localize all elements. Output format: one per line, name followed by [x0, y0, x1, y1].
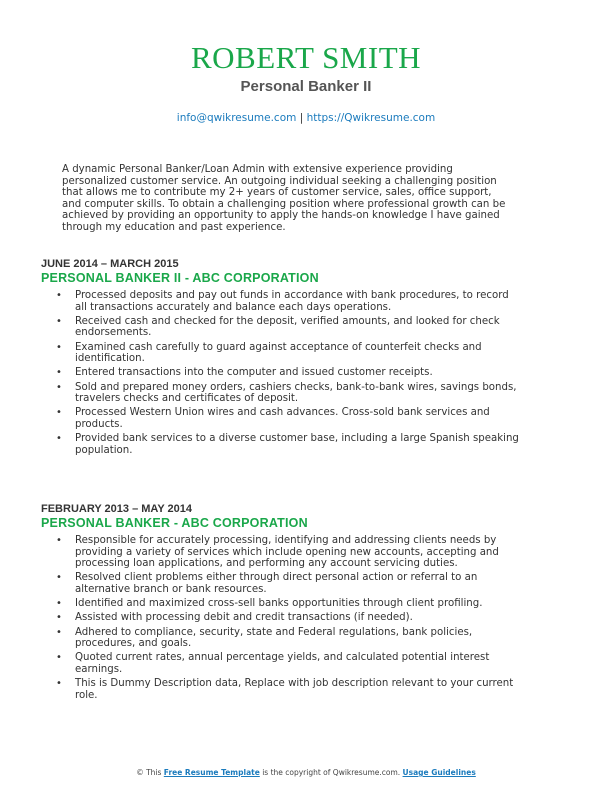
job-bullet-list — [41, 535, 521, 704]
list-item: • Sold and prepared money orders, cashiers checks, bank-to-bank wires, savings bonds, travelers checks and certificates of deposit. — [41, 382, 521, 405]
list-item: • Adhered to compliance, security, state and Federal regulations, bank policies, procedures, and goals. — [41, 627, 521, 650]
resume-job-title: Personal Banker II — [240, 78, 372, 95]
contact-separator: | — [299, 112, 304, 124]
list-item: • Quoted current rates, annual percentage yields, and calculated potential interest earnings. — [41, 652, 521, 675]
summary-paragraph: A dynamic Personal Banker/Loan Admin with extensive experience providing personalized customer service. An outgoing individual seeking a challenging position that allows me to contribute my 2+ years of customer service, sales, office support, and computer skills. To obtain a challenging position where professional growth can be achieved by providing an opportunity to apply the hands-on knowledge I have gained through my education and past experience. — [62, 164, 506, 233]
footer-prefix: © This — [136, 768, 162, 777]
usage-guidelines-link[interactable]: Usage Guidelines — [402, 768, 476, 777]
list-item: • Processed deposits and pay out funds in accordance with bank procedures, to record all transactions accurately and balance each days operations. — [41, 290, 521, 313]
list-item: • Assisted with processing debit and credit transactions (if needed). — [41, 612, 521, 624]
job-dates: JUNE 2014 – MARCH 2015 — [41, 258, 179, 270]
list-item: • Entered transactions into the computer and issued customer receipts. — [41, 367, 521, 379]
job-title: PERSONAL BANKER - ABC CORPORATION — [41, 516, 308, 530]
list-item: • Provided bank services to a diverse customer base, including a large Spanish speaking population. — [41, 433, 521, 456]
free-resume-template-link[interactable]: Free Resume Template — [163, 768, 260, 777]
website-link[interactable]: https://Qwikresume.com — [306, 112, 436, 124]
list-item: • Processed Western Union wires and cash advances. Cross-sold bank services and products. — [41, 407, 521, 430]
list-item: • This is Dummy Description data, Replace with job description relevant to your current role. — [41, 678, 521, 701]
email-link[interactable]: info@qwikresume.com — [176, 112, 297, 124]
footer-copyright-text: is the copyright of Qwikresume.com. — [262, 768, 401, 777]
list-item: • Received cash and checked for the deposit, verified amounts, and looked for check endorsements. — [41, 316, 521, 339]
list-item: • Responsible for accurately processing, identifying and addressing clients needs by providing a variety of services which include opening new accounts, accepting and processing loan applications, and performing any account servicing duties. — [41, 535, 521, 570]
list-item: • Identified and maximized cross-sell banks opportunities through client profiling. — [41, 598, 521, 610]
contact-line — [0, 112, 612, 124]
footer — [0, 768, 612, 777]
job-dates: FEBRUARY 2013 – MAY 2014 — [41, 503, 193, 515]
list-item: • Examined cash carefully to guard against acceptance of counterfeit checks and identification. — [41, 342, 521, 365]
resume-name: ROBERT SMITH — [190, 40, 422, 75]
job-bullet-list — [41, 290, 521, 459]
job-title: PERSONAL BANKER II - ABC CORPORATION — [41, 271, 319, 285]
list-item: • Resolved client problems either through direct personal action or referral to an alternative branch or bank resources. — [41, 572, 521, 595]
